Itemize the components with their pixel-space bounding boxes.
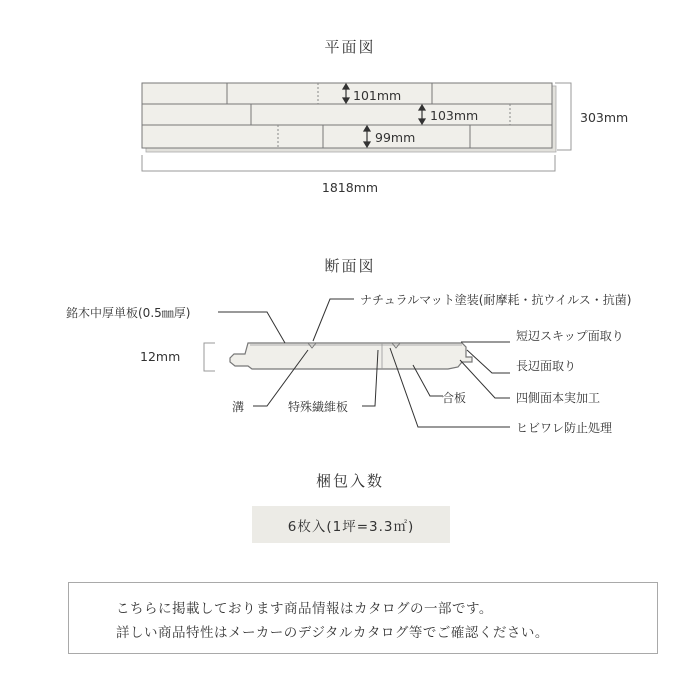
total-width-label: 303mm xyxy=(580,110,629,125)
packing-quantity: 6枚入(1坪=3.3㎡) xyxy=(287,518,415,535)
plan-view-title: 平面図 xyxy=(324,38,376,56)
length-bracket xyxy=(142,155,555,171)
long-edge-chamfer-label: 長辺面取り xyxy=(516,359,577,373)
leader-plywood xyxy=(413,365,443,396)
board-width-3-label: 99mm xyxy=(375,130,416,145)
section-board-profile xyxy=(230,343,472,369)
catalog-note-box xyxy=(68,582,658,654)
packing-quantity-box xyxy=(252,506,450,543)
coating-label: ナチュラルマット塗装(耐摩耗・抗ウイルス・抗菌) xyxy=(360,293,632,307)
length-label: 1818mm xyxy=(321,180,379,195)
groove-label: 溝 xyxy=(232,400,245,414)
total-width-bracket xyxy=(555,83,571,150)
leader-veneer xyxy=(218,312,285,343)
plan-board-row-3 xyxy=(142,125,552,148)
section-view-title: 断面図 xyxy=(324,257,376,275)
crack-prevention-label: ヒビワレ防止処理 xyxy=(516,421,613,435)
leader-joint xyxy=(460,360,510,398)
catalog-note-line-2: 詳しい商品特性はメーカーのデジタルカタログ等でご確認ください。 xyxy=(116,625,549,641)
short-edge-chamfer-label: 短辺スキップ面取り xyxy=(516,329,624,343)
thickness-bracket xyxy=(204,343,215,371)
board-width-2-label: 103mm xyxy=(430,108,479,123)
packing-title: 梱包入数 xyxy=(315,472,384,490)
leader-coating xyxy=(313,299,354,341)
four-side-joint-label: 四側面本実加工 xyxy=(516,391,601,405)
board-width-1-label: 101mm xyxy=(353,88,402,103)
fiber-board-label: 特殊繊維板 xyxy=(288,400,349,414)
thickness-label: 12mm xyxy=(140,349,181,364)
leader-long-chamfer xyxy=(467,350,510,373)
veneer-label: 銘木中厚単板(0.5㎜厚) xyxy=(66,306,191,320)
plan-board-row-2 xyxy=(142,104,552,125)
catalog-note-line-1: こちらに掲載しております商品情報はカタログの一部です。 xyxy=(116,601,493,617)
plywood-label: 合板 xyxy=(442,391,467,405)
